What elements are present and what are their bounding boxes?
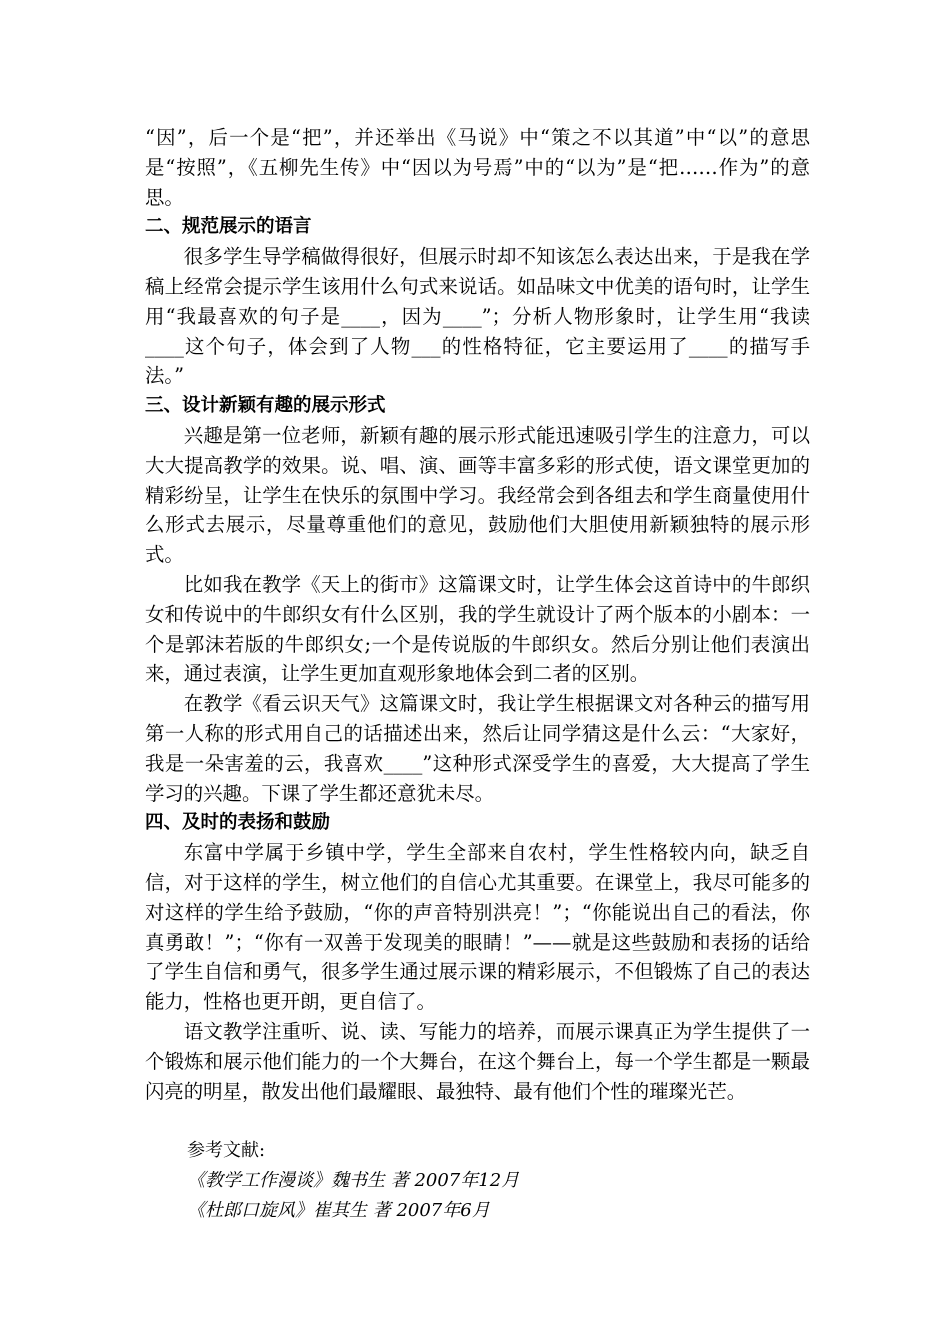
paragraph-4-1: 东富中学属于乡镇中学，学生全部来自农村，学生性格较内向，缺乏自信，对于这样的学生，树立他们的自信心尤其重要。在课堂上，我尽可能多的对这样的学生给予鼓励，“你的声音特别洪亮！”；“你能说出自己的看法，你真勇敢！”；“你有一双善于发现美的眼睛！”——就是这些鼓励和表扬的话给了学生自信和勇气，很多学生通过展示课的精彩展示，不但锻炼了自己的表达能力，性格也更开朗，更自信了。 bbox=[145, 841, 810, 1014]
references-section bbox=[145, 1136, 810, 1225]
document-body bbox=[145, 123, 810, 1225]
references-label: 参考文献: bbox=[187, 1140, 266, 1162]
paragraph-2-1: 很多学生导学稿做得很好，但展示时却不知该怎么表达出来，于是我在学稿上经常会提示学生该用什么句式来说话。如品味文中优美的语句时，让学生用“我最喜欢的句子是____，因为____”；分析人物形象时，让学生用“我读____这个句子，体会到了人物___的性格特征，它主要运用了____的描写手法。” bbox=[145, 245, 810, 388]
section-heading-4: 四、及时的表扬和鼓励 bbox=[145, 812, 331, 834]
paragraph-conclusion: 语文教学注重听、说、读、写能力的培养，而展示课真正为学生提供了一个锻炼和展示他们能力的一个大舞台，在这个舞台上，每一个学生都是一颗最闪亮的明星，散发出他们最耀眼、最独特、最有他们个性的璀璨光芒。 bbox=[145, 1019, 810, 1103]
paragraph-3-2: 比如我在教学《天上的街市》这篇课文时，让学生体会这首诗中的牛郎织女和传说中的牛郎织女有什么区别，我的学生就设计了两个版本的小剧本：一个是郭沫若版的牛郎织女;一个是传说版的牛郎织女。然后分别让他们表演出来，通过表演，让学生更加直观形象地体会到二者的区别。 bbox=[145, 572, 810, 686]
section-heading-3: 三、设计新颖有趣的展示形式 bbox=[145, 395, 386, 417]
section-heading-2: 二、规范展示的语言 bbox=[145, 216, 312, 238]
reference-item: 《教学工作漫谈》魏书生 著 2007年12月 bbox=[187, 1169, 520, 1191]
paragraph-3-3: 在教学《看云识天气》这篇课文时，我让学生根据课文对各种云的描写用第一人称的形式用自己的话描述出来，然后让同学猜这是什么云：“大家好，我是一朵害羞的云，我喜欢____”这种形式深受学生的喜爱，大大提高了学生学习的兴趣。下课了学生都还意犹未尽。 bbox=[145, 692, 810, 805]
reference-item: 《杜郎口旋风》崔其生 著 2007年6月 bbox=[187, 1199, 490, 1221]
paragraph-3-1: 兴趣是第一位老师，新颖有趣的展示形式能迅速吸引学生的注意力，可以大大提高教学的效果。说、唱、演、画等丰富多彩的形式使，语文课堂更加的精彩纷呈，让学生在快乐的氛围中学习。我经常会到各组去和学生商量使用什么形式去展示，尽量尊重他们的意见，鼓励他们大胆使用新颖独特的展示形式。 bbox=[145, 423, 810, 567]
intro-paragraph: “因”，后一个是“把”，并还举出《马说》中“策之不以其道”中“以”的意思是“按照”，《五柳先生传》中“因以为号焉”中的“以为”是“把……作为”的意思。 bbox=[145, 126, 810, 209]
